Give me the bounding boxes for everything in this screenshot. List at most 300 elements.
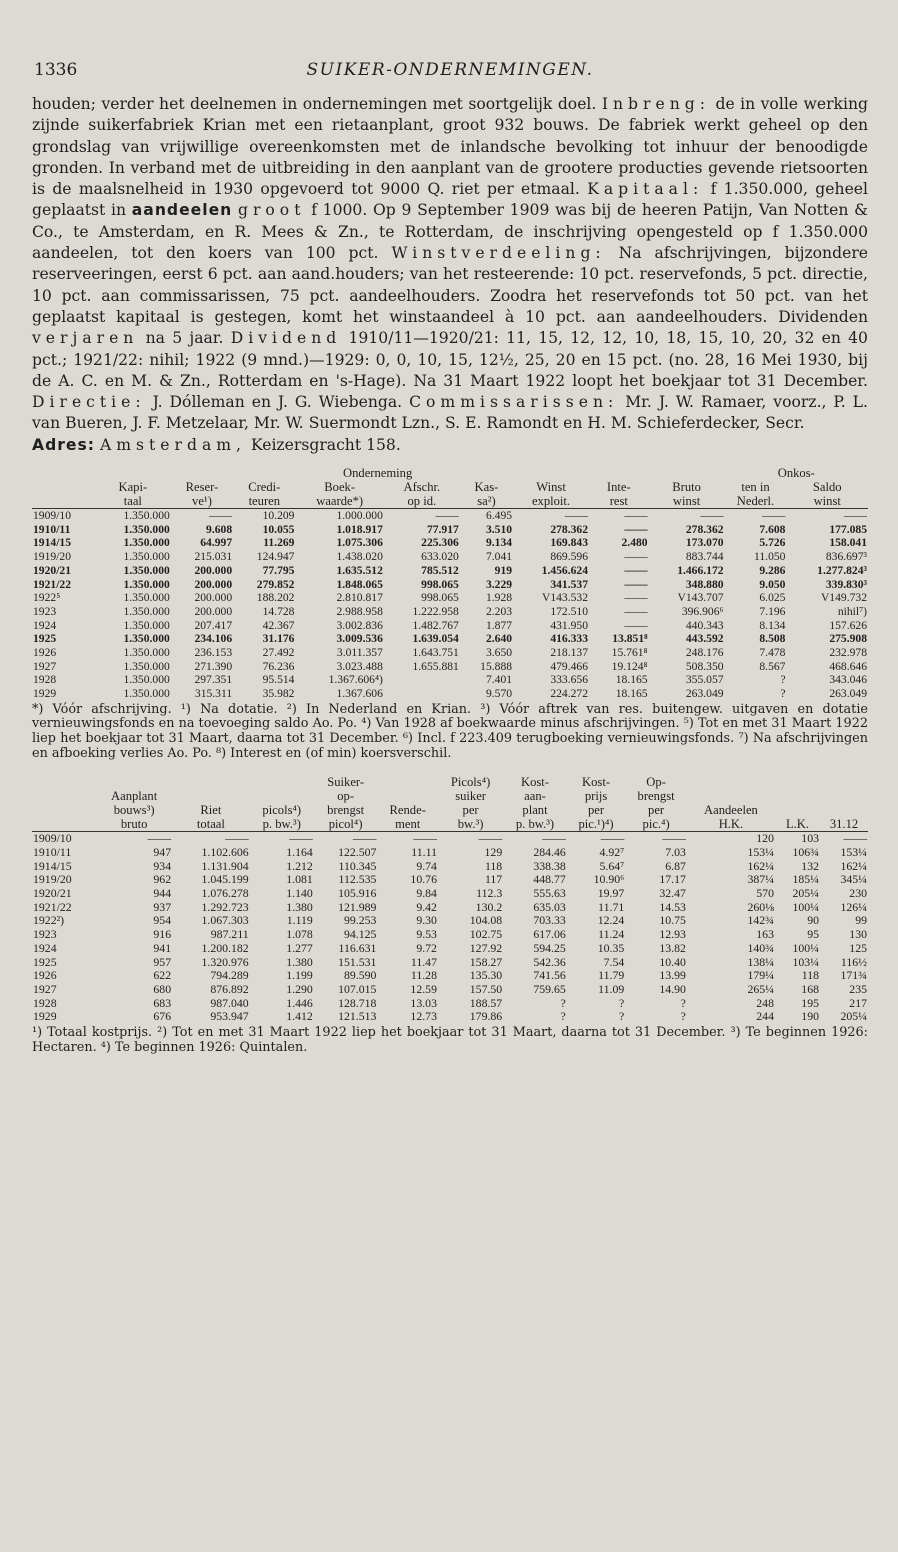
- column-header: Inte-: [606, 480, 631, 495]
- table-cell: 987.211: [210, 927, 249, 942]
- table-cell: V143.707: [677, 591, 724, 605]
- table-cell: 116½: [840, 954, 867, 969]
- table-row: [32, 887, 868, 901]
- table-cell: 171¾: [840, 968, 867, 983]
- table-cell: 1.102.606: [201, 844, 249, 859]
- table-cell: 275.908: [829, 632, 867, 646]
- column-header: [250, 789, 314, 803]
- table-cell: 11.71: [598, 899, 625, 914]
- table-cell: 9.74: [416, 858, 437, 873]
- table-cell: 130: [849, 927, 867, 942]
- table-cell: 1.438.020: [336, 550, 383, 564]
- page-number: 1336: [34, 60, 78, 80]
- table-cell: 9.30: [416, 913, 437, 928]
- table-row: [32, 578, 868, 592]
- table-cell: 13.03: [410, 995, 437, 1010]
- table-cell: 676: [153, 1009, 172, 1024]
- table-cell: 105.916: [338, 886, 377, 901]
- table-cell: 343.046: [829, 673, 867, 687]
- row-year: 1924: [33, 940, 57, 955]
- table-cell: 998.065: [421, 591, 459, 605]
- table-header-row: [32, 480, 868, 494]
- table-cell: 1.067.303: [201, 913, 249, 928]
- table-cell: 1.140: [286, 886, 313, 901]
- table-row: [32, 901, 868, 915]
- row-year: 1923: [33, 604, 57, 618]
- table-cell: 158.27: [469, 954, 503, 969]
- table-cell: 1.482.767: [412, 618, 459, 632]
- table-row: [32, 832, 868, 846]
- table-cell: 3.009.536: [336, 632, 383, 646]
- production-table-body: [32, 832, 868, 1024]
- row-year: 1920/21: [33, 886, 72, 901]
- table-cell: ——: [564, 509, 589, 523]
- table-cell: 297.351: [194, 673, 233, 687]
- table-cell: 1.446: [286, 995, 313, 1010]
- table-cell: 333.656: [550, 673, 589, 687]
- table-cell: 1.643.751: [412, 646, 459, 660]
- column-header: Bruto: [672, 480, 701, 495]
- table-cell: ——: [624, 577, 648, 591]
- label-dividend: Dividend: [230, 329, 342, 348]
- column-header: Kost-: [521, 775, 549, 790]
- table-cell: 468.646: [829, 659, 867, 673]
- table-cell: 13.82: [659, 940, 686, 955]
- table-cell: 1.367.606⁴): [328, 673, 383, 687]
- table-cell: 680: [153, 982, 172, 996]
- column-header: [32, 494, 95, 509]
- table-cell: ?: [680, 995, 686, 1010]
- table-cell: 7.196: [759, 604, 786, 618]
- table-cell: 1.350.000: [123, 522, 170, 536]
- table-row: [32, 605, 868, 619]
- table-cell: 1.290: [286, 982, 313, 996]
- column-header: [377, 775, 438, 789]
- table-cell: 555.63: [533, 886, 566, 901]
- table-cell: 1.350.000: [123, 591, 170, 605]
- address-city: Amsterdam,: [99, 435, 247, 454]
- table-cell: 200.000: [194, 604, 233, 618]
- column-header: [32, 480, 95, 494]
- table-cell: 168: [801, 982, 819, 996]
- row-year: 1927: [33, 659, 57, 673]
- table-cell: ——: [289, 831, 313, 846]
- table-cell: 2.810.817: [336, 591, 383, 605]
- table-cell: 448.77: [533, 872, 566, 887]
- table-cell: 236.153: [194, 646, 233, 660]
- table-cell: 11.24: [598, 927, 625, 942]
- column-header: brengst: [637, 789, 675, 804]
- table-cell: 11.47: [410, 954, 437, 969]
- column-header: L.K.: [775, 817, 820, 832]
- table-cell: 153¼: [840, 844, 867, 859]
- column-header: Winst: [536, 480, 566, 495]
- table-cell: 3.023.488: [336, 659, 383, 673]
- table-cell: 934: [153, 858, 172, 873]
- table-cell: 95: [807, 927, 819, 942]
- table-row: [32, 983, 868, 997]
- table-cell: 1.350.000: [123, 563, 170, 577]
- table-cell: 126¼: [840, 899, 867, 914]
- table-cell: 396.906⁶: [681, 604, 724, 618]
- table-cell: 3.650: [485, 646, 513, 660]
- table-cell: 157.50: [469, 982, 503, 996]
- table-cell: 1.380: [286, 954, 313, 969]
- table-cell: 95.514: [262, 673, 295, 687]
- column-header: per: [462, 803, 479, 818]
- table-cell: 10.76: [410, 872, 437, 887]
- column-header: Aandeelen: [704, 803, 758, 818]
- table-cell: 12.24: [597, 913, 625, 928]
- table-cell: 1.350.000: [123, 604, 170, 618]
- label-commissarissen: Commissarissen:: [409, 393, 619, 412]
- table-cell: ——: [624, 604, 648, 618]
- table-cell: 594.25: [533, 940, 566, 955]
- table-cell: 339.830³: [825, 577, 867, 591]
- table-cell: 2.640: [485, 632, 513, 646]
- column-header: suiker: [455, 789, 486, 804]
- column-header: Suiker-: [327, 775, 365, 790]
- table-cell: ——: [435, 509, 459, 523]
- table-row: [32, 956, 868, 970]
- table-cell: ——: [624, 591, 648, 605]
- table-cell: 1.350.000: [123, 659, 170, 673]
- row-year: 1919/20: [33, 550, 72, 564]
- table-cell: 169.843: [550, 536, 589, 550]
- column-header: [32, 775, 96, 789]
- table-cell: 27.492: [262, 646, 295, 660]
- table-cell: 179¼: [747, 968, 774, 983]
- table-cell: 8.567: [759, 659, 786, 673]
- table-cell: 279.852: [256, 577, 295, 591]
- table-cell: 9.286: [759, 563, 786, 577]
- table-row: [32, 523, 868, 537]
- table-cell: 987.040: [210, 995, 249, 1010]
- table-cell: 158.041: [829, 536, 867, 550]
- table-cell: ——: [843, 831, 867, 846]
- table-cell: 188.202: [256, 591, 295, 605]
- table-cell: ——: [542, 831, 566, 846]
- column-header: Boek-: [324, 480, 356, 495]
- column-header: waarde*): [295, 494, 383, 509]
- table-cell: 205¼: [840, 1009, 867, 1024]
- column-header: p. bw.³): [250, 817, 314, 832]
- table-cell: 130.2: [475, 899, 503, 914]
- table-cell: ——: [352, 831, 377, 846]
- table-cell: 348.880: [685, 577, 724, 591]
- table-cell: 129: [484, 844, 503, 859]
- column-header: Nederl.: [725, 494, 787, 509]
- table-cell: 9.570: [485, 687, 513, 701]
- table-cell: 1.350.000: [123, 550, 170, 564]
- table-cell: ——: [624, 563, 648, 577]
- table-row: [32, 550, 868, 564]
- column-header: ment: [377, 817, 438, 832]
- row-year: 1914/15: [33, 858, 72, 873]
- table-cell: ——: [624, 509, 648, 523]
- table-cell: 19.124⁸: [611, 659, 648, 673]
- column-header: ten in: [741, 480, 770, 495]
- table-cell: 916: [153, 927, 172, 942]
- table-cell: 188.57: [469, 995, 503, 1010]
- table-cell: 19.97: [597, 886, 625, 901]
- row-year: 1928: [33, 673, 57, 687]
- row-year: 1919/20: [33, 872, 72, 887]
- table-cell: 107.015: [338, 982, 377, 996]
- column-header: winst: [786, 494, 868, 509]
- table-cell: 18.165: [615, 673, 648, 687]
- table-cell: 416.333: [550, 632, 589, 646]
- page-header: [32, 52, 868, 94]
- table-cell: 954: [153, 913, 172, 928]
- column-header: [775, 789, 820, 803]
- table-cell: 179.86: [469, 1009, 503, 1024]
- table-cell: 443.592: [685, 632, 724, 646]
- table-cell: 1.164: [286, 844, 313, 859]
- column-header: Kas-: [474, 480, 499, 495]
- table-cell: 117: [484, 872, 503, 887]
- table-cell: 185¼: [792, 872, 819, 887]
- column-header: [32, 789, 96, 803]
- column-header: plant: [522, 803, 548, 818]
- table-row: [32, 509, 868, 523]
- table-cell: 77.917: [426, 522, 459, 536]
- column-header: p. bw.³): [503, 817, 567, 832]
- column-header: [250, 775, 314, 789]
- table-cell: 9.72: [416, 940, 437, 955]
- table-cell: ——: [208, 509, 233, 523]
- table-cell: 9.42: [416, 899, 437, 914]
- table-cell: 1.350.000: [123, 536, 170, 550]
- column-header: aan-: [524, 789, 546, 804]
- table-cell: 235: [849, 982, 867, 996]
- table-cell: 124.947: [256, 550, 295, 564]
- table-cell: 617.06: [533, 927, 566, 942]
- table-cell: 759.65: [533, 982, 566, 996]
- table-cell: 1.212: [286, 858, 313, 873]
- table-cell: 162¼: [747, 858, 774, 873]
- table-cell: 1.320.976: [201, 954, 249, 969]
- table-cell: 263.049: [829, 687, 867, 701]
- table-cell: 10.90⁶: [593, 872, 625, 887]
- table-row: [32, 846, 868, 860]
- row-year: 1909/10: [33, 509, 72, 523]
- table-cell: 10.209: [262, 509, 295, 523]
- column-header: bouws³): [113, 803, 155, 818]
- table-cell: 100¼: [792, 940, 819, 955]
- table-cell: 10.40: [659, 954, 686, 969]
- table-cell: 112.535: [338, 872, 377, 887]
- table-cell: 355.057: [685, 673, 724, 687]
- table-cell: 7.478: [759, 646, 786, 660]
- address-street: Keizersgracht 158.: [250, 435, 401, 454]
- table-cell: 122.507: [338, 844, 377, 859]
- column-header: teuren: [233, 494, 295, 509]
- table-cell: 741.56: [533, 968, 566, 983]
- table-cell: 1.380: [286, 899, 313, 914]
- column-header: brengst: [327, 803, 365, 818]
- table-cell: 794.289: [210, 968, 249, 983]
- table-cell: ?: [619, 995, 625, 1010]
- table-cell: 32.47: [659, 886, 686, 901]
- row-year: 1928: [33, 995, 57, 1010]
- table-header-row: [32, 789, 868, 803]
- table-cell: 10.75: [659, 913, 686, 928]
- table-cell: 103: [801, 831, 819, 846]
- column-header: Riet: [200, 803, 222, 818]
- row-year: 1909/10: [33, 831, 72, 846]
- table-cell: 1.078: [286, 927, 313, 942]
- table-cell: 1.635.512: [336, 563, 383, 577]
- table-cell: 11.28: [410, 968, 437, 983]
- table-row: [32, 564, 868, 578]
- table-cell: ——: [478, 831, 503, 846]
- column-header: H.K.: [687, 817, 775, 832]
- column-header: sa²): [460, 494, 513, 509]
- column-header: [687, 789, 775, 803]
- table-cell: 10.35: [597, 940, 625, 955]
- table-cell: 1.350.000: [123, 509, 170, 523]
- table-cell: 1.292.723: [201, 899, 249, 914]
- row-year: 1921/22: [33, 577, 72, 591]
- label-adres: Adres:: [32, 435, 96, 454]
- table-cell: 1.045.199: [201, 872, 249, 887]
- table-cell: ?: [560, 995, 566, 1010]
- table-cell: 508.350: [685, 659, 724, 673]
- table-cell: 5.64⁷: [599, 858, 625, 873]
- table-cell: 121.513: [338, 1009, 377, 1024]
- table-cell: 3.510: [485, 522, 513, 536]
- table-cell: 11.11: [411, 844, 437, 859]
- table-cell: 633.020: [421, 550, 459, 564]
- table-cell: 207.417: [194, 618, 233, 632]
- table-cell: 1.277: [286, 940, 313, 955]
- column-header: totaal: [172, 817, 250, 832]
- footnote: *) Vóór afschrijving. ¹) Na dotatie. ²) In Nederland en Krian. ³) Vóór aftrek van res. buitengew. uitgaven en dotatie vernieuwingsfonds en na toevoeging saldo Ao. Po. ⁴) Van 1928 af boekwaarde minus afschrijvingen. ⁵) Tot en met 31 Maart 1922 liep het boekjaar tot 31 Maart, daarna tot 31 December. ⁶) Incl. f 223.409 terugboeking vernieuwingsfonds. ⁷) Na afschrijvingen en afboeking verlies Ao. Po. ⁸) Interest en (of min) koersverschil.: [32, 701, 868, 761]
- table-cell: 1.350.000: [123, 618, 170, 632]
- table-cell: 9.53: [416, 927, 437, 942]
- table-cell: 99: [855, 913, 867, 928]
- table-cell: 919: [494, 563, 513, 577]
- table-cell: ——: [843, 509, 867, 523]
- table-row: [32, 969, 868, 983]
- table-cell: 89.590: [344, 968, 377, 983]
- column-header: taal: [95, 494, 171, 509]
- column-header: Credi-: [248, 480, 281, 495]
- row-year: 1922⁵: [33, 591, 61, 605]
- table-cell: 200.000: [194, 577, 233, 591]
- table-cell: 200.000: [194, 591, 233, 605]
- table-cell: 120: [756, 831, 774, 846]
- table-cell: 953.947: [210, 1009, 249, 1024]
- table-cell: 6.495: [485, 509, 513, 523]
- table-header-row: [32, 817, 868, 832]
- row-year: 1914/15: [33, 536, 72, 550]
- table-cell: 1.350.000: [123, 632, 170, 646]
- label-groot: groot: [237, 201, 306, 220]
- table-cell: 1.075.306: [336, 536, 383, 550]
- table-cell: 1.367.606: [336, 687, 383, 701]
- column-header: [32, 817, 96, 832]
- row-year: 1926: [33, 646, 57, 660]
- table-cell: 338.38: [533, 858, 566, 873]
- table-cell: ——: [413, 831, 437, 846]
- column-header: op-: [337, 789, 355, 804]
- table-cell: 15.761⁸: [611, 646, 648, 660]
- table-cell: 162¼: [840, 858, 867, 873]
- table-cell: 248.176: [685, 646, 724, 660]
- column-header: Kost-: [582, 775, 611, 790]
- table-cell: 205¼: [792, 886, 819, 901]
- table-cell: 132: [801, 858, 819, 873]
- table-cell: [384, 673, 460, 687]
- table-cell: 785.512: [421, 563, 459, 577]
- table-cell: 962: [153, 872, 172, 887]
- table-group-header: [32, 466, 868, 480]
- table-cell: 230: [849, 886, 867, 901]
- table-cell: 1.639.054: [412, 632, 459, 646]
- table-cell: 121.989: [338, 899, 377, 914]
- table-header-row: [32, 775, 868, 789]
- table-cell: 1.350.000: [123, 687, 170, 701]
- table-row: [32, 632, 868, 646]
- label-aandeelen: aandeelen: [131, 201, 233, 220]
- table-cell: 100¼: [792, 899, 819, 914]
- table-cell: ?: [680, 1009, 686, 1024]
- table-cell: 683: [153, 995, 172, 1010]
- table-cell: 937: [153, 899, 172, 914]
- table-row: [32, 646, 868, 660]
- table-cell: 135.30: [469, 968, 503, 983]
- group-label-onkos: Onkos-: [777, 466, 815, 481]
- table-cell: 3.229: [485, 577, 513, 591]
- table-cell: ?: [619, 1009, 625, 1024]
- table-cell: 431.950: [550, 618, 589, 632]
- text-inschrijving: f 1000. Op 9 September 1909 was bij de heeren Patijn, Van Notten & Co., te Amsterdam, en R. Mees & Zn., te Rotterdam, de inschrijving opengesteld op f 1.350.000 aandeelen, tot den koers van 100 pct.: [32, 201, 868, 263]
- table-cell: 278.362: [550, 522, 589, 536]
- column-header: Aanplant: [111, 789, 158, 804]
- table-cell: 957: [153, 954, 172, 969]
- table-cell: 5.726: [759, 536, 786, 550]
- table-cell: 218.137: [550, 646, 589, 660]
- table-cell: 479.466: [550, 659, 589, 673]
- table-cell: 103¼: [792, 954, 819, 969]
- column-header: pic.¹)⁴): [567, 817, 626, 832]
- row-year: 1910/11: [33, 844, 72, 859]
- table-cell: V149.732: [820, 591, 867, 605]
- table-cell: 104.08: [469, 913, 503, 928]
- column-header: rest: [589, 494, 649, 509]
- table-cell: 12.59: [410, 982, 437, 996]
- table-cell: ?: [560, 1009, 566, 1024]
- column-header: [820, 789, 868, 803]
- table-cell: 1.877: [485, 618, 513, 632]
- label-directie: Directie:: [32, 393, 146, 412]
- table-cell: 116.631: [338, 940, 377, 955]
- row-year: 1923: [33, 927, 57, 942]
- table-cell: 76.236: [262, 659, 295, 673]
- column-header: picol⁴): [314, 817, 378, 832]
- table-cell: 9.84: [416, 886, 437, 901]
- table-cell: [384, 687, 460, 701]
- row-year: 1926: [33, 968, 57, 983]
- table-cell: ——: [624, 618, 648, 632]
- table-cell: 263.049: [685, 687, 724, 701]
- table-cell: 11.269: [263, 536, 295, 550]
- table-cell: 94.125: [344, 927, 377, 942]
- table-cell: 14.728: [262, 604, 295, 618]
- column-header: [377, 789, 438, 803]
